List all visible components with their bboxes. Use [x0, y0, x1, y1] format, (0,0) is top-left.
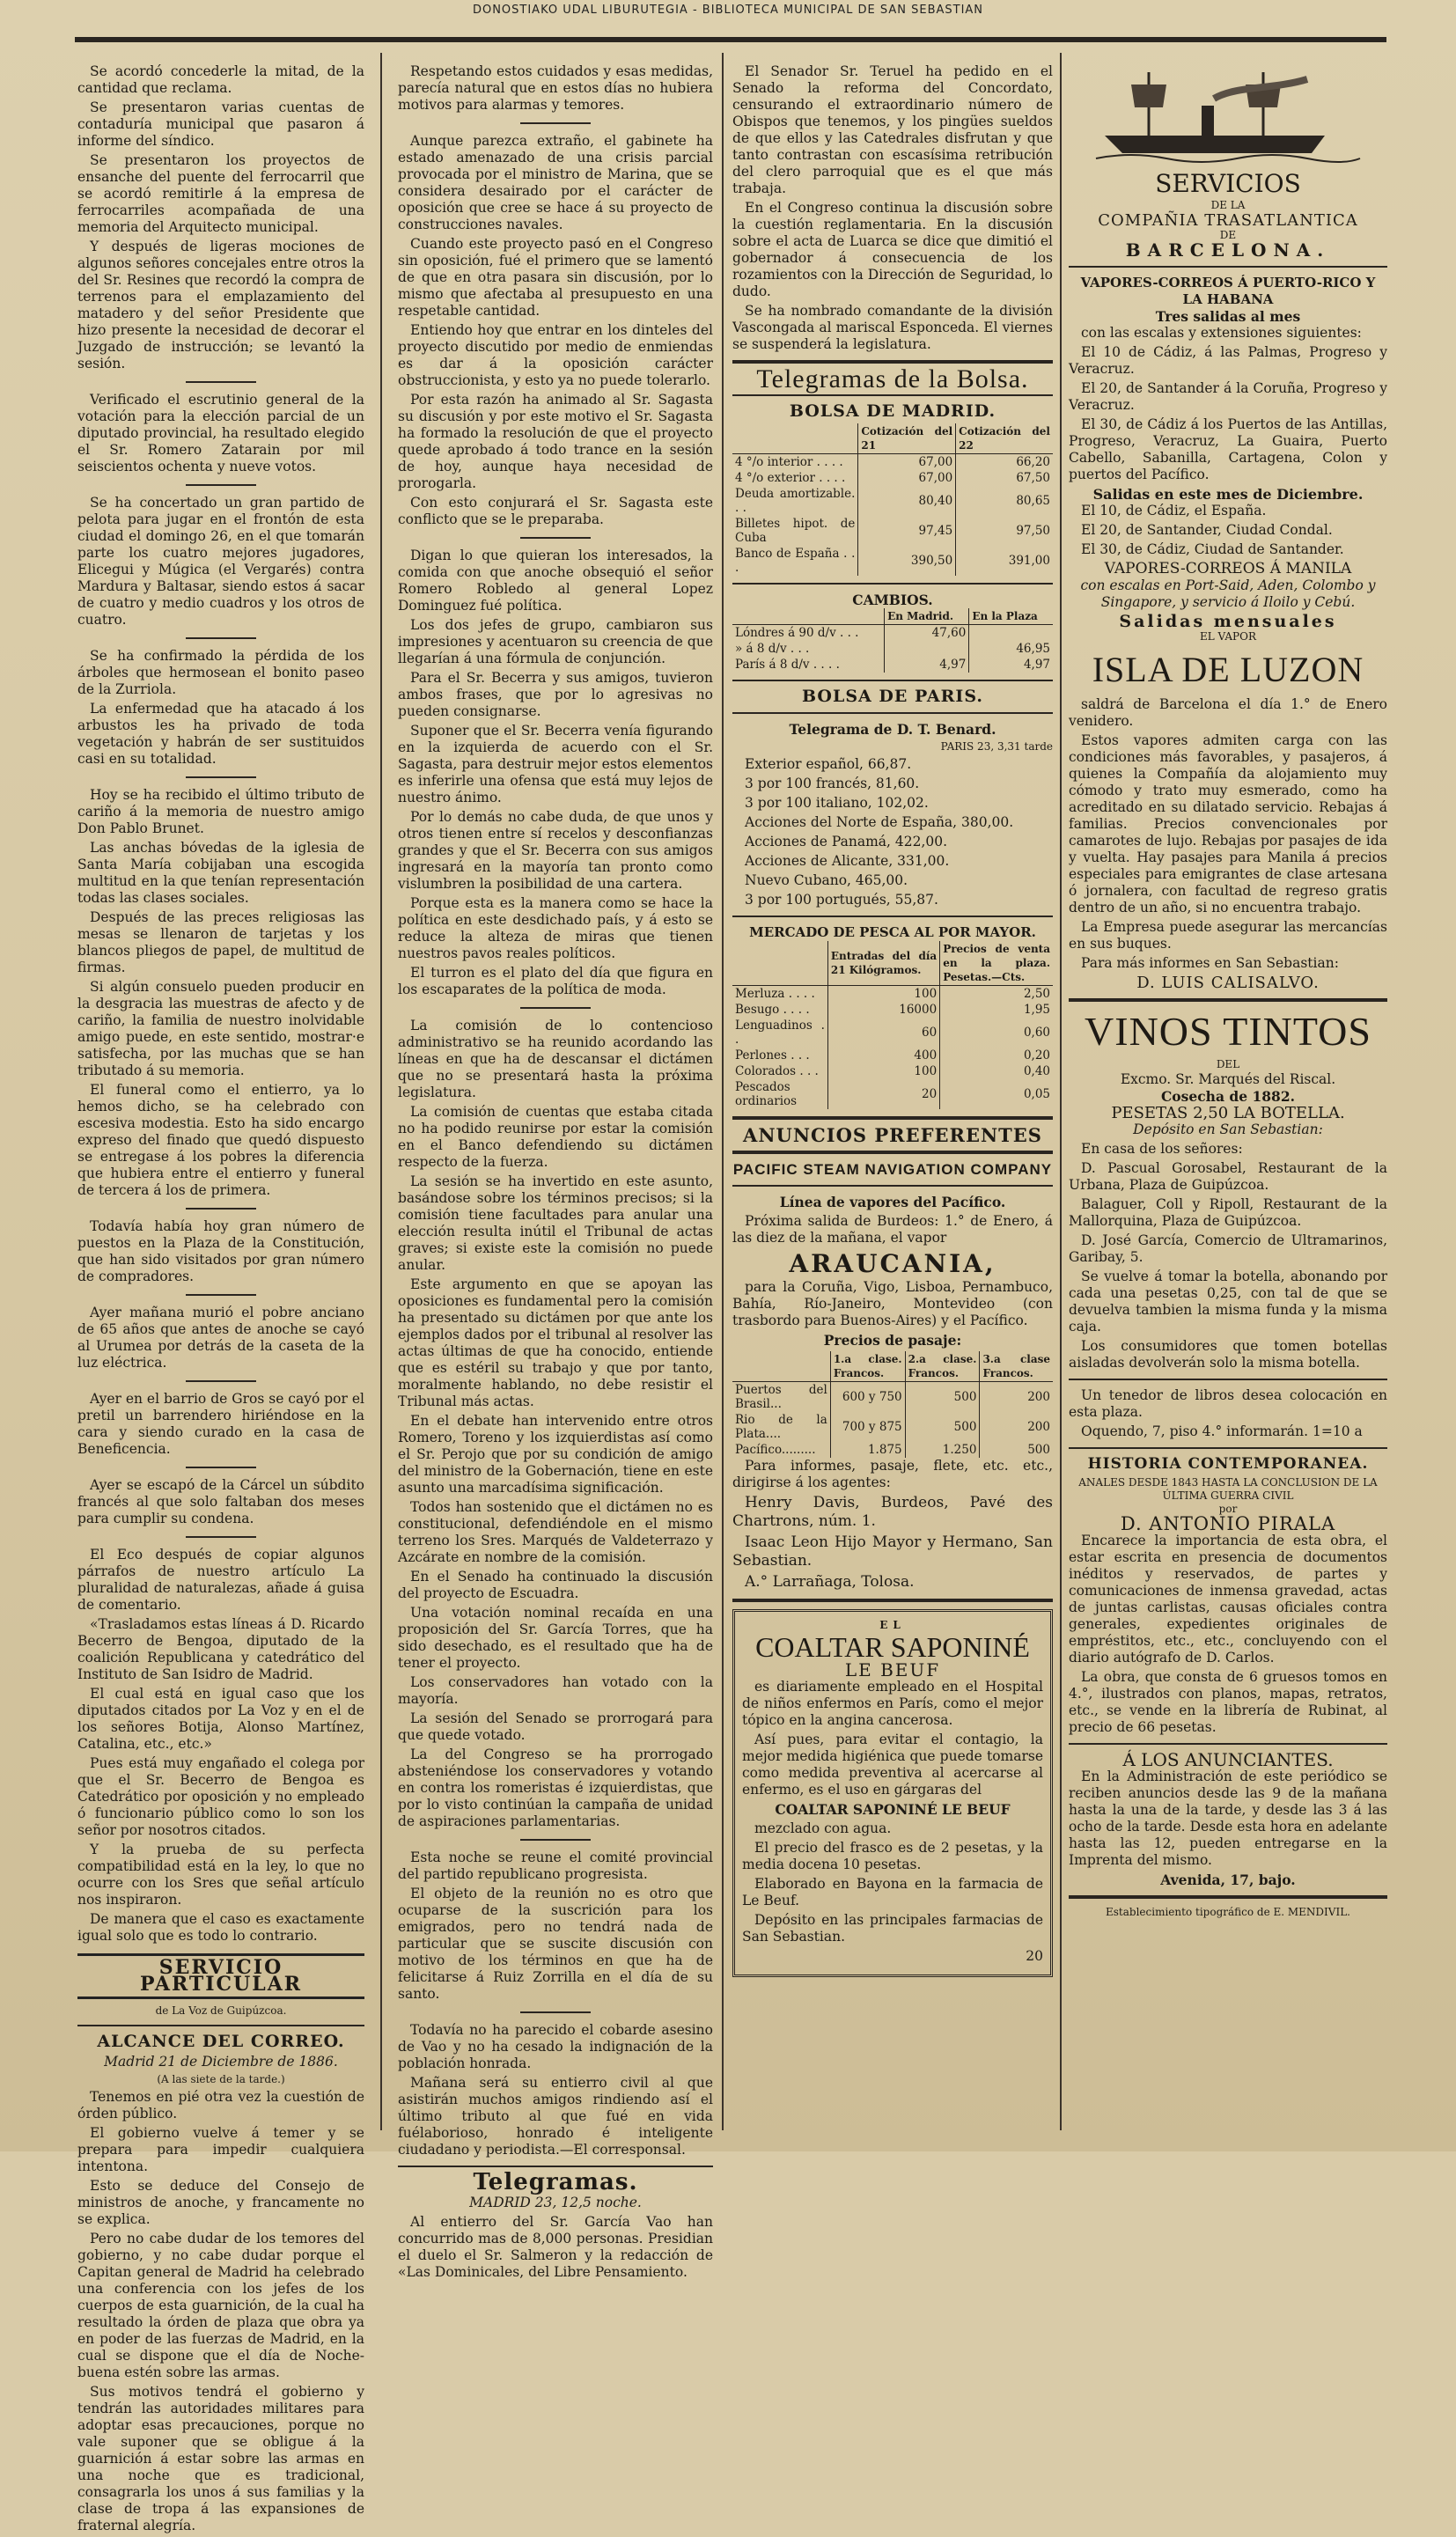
column-rule: [722, 53, 724, 2130]
table-row: [732, 1002, 1053, 1018]
rule: [732, 916, 1053, 917]
paragraph: Un tenedor de libros desea colocación en esta plaza.: [1069, 1387, 1387, 1420]
paragraph: Para más informes en San Sebastian:: [1081, 955, 1339, 971]
ad-subtitle: DEL: [1216, 1058, 1240, 1070]
table-header-cell: 1.a clase. Francos.: [830, 1351, 905, 1382]
paragraph: Próxima salida de Burdeos: 1.° de Enero, á las diez de la mañana, el vapor: [732, 1213, 1053, 1246]
list-item: El 30, de Cádiz, Ciudad de Santander.: [1081, 541, 1344, 557]
paragraph: Verificado el escrutinio general de la votación para la elección parcial de un diputado provincial, ha resultado elegido el Sr. Romero Zatarain por mil seiscientos ochenta y nueve votos.: [77, 392, 364, 474]
list-item: Exterior español, 66,87.: [745, 756, 912, 772]
paragraph: para la Coruña, Vigo, Lisboa, Pernambuco, Bahía, Río-Janeiro, Montevideo (con trasbordo para Buenos-Aires) y el Pacífico.: [732, 1279, 1053, 1328]
dateline: MADRID 23, 12,5 noche.: [469, 2195, 642, 2210]
table-header-cell: Entradas del día 21 Kilógramos.: [827, 941, 939, 986]
table-header-cell: Precios de venta en la plaza. Pesetas.—Cts.: [940, 941, 1053, 986]
paragraph: En el Congreso continua la discusión sobre la cuestión reglamentaria. En la discusión sobre el acta de Luarca se dice que dimitió el gobernador á consecuencia de los rozamientos con la Dirección de Seguridad, lo dudo.: [732, 200, 1053, 299]
paragraph: El funeral como el entierro, ya lo hemos dicho, se ha celebrado con escesiva modestia. Esto ha sido encargo expreso del finado que quedó dispuesto se entregase á los pobres la diferencia que hubiera entre el entierro y funeral de tercera á los de primera.: [77, 1082, 364, 1198]
section-title: BOLSA DE PARIS.: [802, 687, 983, 706]
subtitle: Precios de pasaje:: [823, 1332, 962, 1349]
section-title: ALCANCE DEL CORREO.: [97, 2032, 345, 2051]
table-cell: 500: [905, 1412, 980, 1442]
paragraph: El cual está en igual caso que los diputados citados por La Voz y en el de los señores Botija, Alonso Martínez, Catalina, etc., etc.»: [77, 1686, 364, 1752]
table-header: [732, 941, 1053, 986]
table-header-cell: 2.a clase. Francos.: [905, 1351, 980, 1382]
paragraph: Tenemos en pié otra vez la cuestión de órden público.: [77, 2089, 364, 2122]
section-title: VAPORES-CORREOS Á MANILA: [1104, 560, 1352, 577]
rule: [732, 1599, 1053, 1602]
table-cell: 4,97: [885, 657, 969, 673]
table-header-cell: En la Plaza: [969, 608, 1053, 625]
contact-name: D. LUIS CALISALVO.: [1136, 974, 1320, 992]
table-cell: 200: [980, 1382, 1053, 1413]
list-item: 3 por 100 francés, 81,60.: [745, 776, 920, 791]
ship-sail-icon: [1131, 85, 1166, 107]
table-cell: » á 8 d/v . . .: [735, 642, 810, 656]
paragraph: El gobierno vuelve á temer y se prepara para impedir cualquiera intentona.: [77, 2125, 364, 2174]
dateline: Madrid 21 de Diciembre de 1886.: [104, 2054, 338, 2070]
library-header: DONOSTIAKO UDAL LIBURUTEGIA - BIBLIOTECA MUNICIPAL DE SAN SEBASTIAN: [472, 4, 984, 17]
paragraph: Ayer mañana murió el pobre anciano de 65 años que antes de anoche se cayó al Urumea por detrás de la caseta de la luz eléctrica.: [77, 1305, 364, 1371]
table-cell: Lóndres á 90 d/v . . .: [735, 626, 859, 640]
section-title: BOLSA DE MADRID.: [789, 401, 996, 421]
separator: [520, 537, 591, 539]
rule: [1069, 1447, 1387, 1449]
table-cell: 16000: [827, 1002, 939, 1018]
section-title: CAMBIOS.: [852, 592, 933, 608]
section-title: Á LOS ANUNCIANTES.: [1122, 1749, 1334, 1770]
table-cell: 67,50: [956, 470, 1053, 486]
separator: [186, 1294, 256, 1296]
column-3: [732, 63, 1053, 1977]
table-row: [732, 1382, 1053, 1413]
table-header: [732, 423, 1053, 454]
paragraph: El 10 de Cádiz, á las Palmas, Progreso y Veracruz.: [1069, 344, 1387, 377]
agent: Isaac Leon Hijo Mayor y Hermano, San Sebastian.: [732, 1533, 1053, 1570]
paragraph: Los conservadores han votado con la mayoría.: [398, 1674, 713, 1707]
paragraph: Digan lo que quieran los interesados, la comida con que anoche obsequió el señor Romero Robledo al general Lopez Dominguez fué política.: [398, 548, 713, 614]
paragraph: Cuando este proyecto pasó en el Congreso sin oposición, fué el primero que se lamentó de que en otra pasara sin discusión, por lo mismo que afectaba al presupuesto en una respetable cantidad.: [398, 236, 713, 319]
waves-icon: [1096, 155, 1360, 162]
table-cell: 0,40: [940, 1063, 1053, 1079]
table-cell: 0,05: [940, 1079, 1053, 1109]
top-rule: [75, 37, 1386, 42]
table-cell: 2,50: [940, 986, 1053, 1003]
paragraph: Con esto conjurará el Sr. Sagasta este conflicto que se le preparaba.: [398, 495, 713, 527]
rule: [732, 1116, 1053, 1120]
separator: [186, 1380, 256, 1382]
column-2: [398, 63, 713, 2283]
paragraph: Se acordó concederle la mitad, de la cantidad que reclama.: [77, 63, 364, 96]
table-cell: 4 °/o interior . . . .: [735, 455, 843, 469]
ad-title: VINOS TINTOS: [1085, 1009, 1371, 1054]
agent: Henry Davis, Burdeos, Pavé des Chartrons, núm. 1.: [732, 1494, 1053, 1530]
banner-subtitle: de La Voz de Guipúzcoa.: [155, 2004, 287, 2017]
table-cell: Besugo . . . .: [735, 1003, 810, 1017]
paragraph: Por esta razón ha animado al Sr. Sagasta su discusión y por este motivo el Sr. Sagasta ha formado la resolución de que el proyecto quede aprobado á todo trance en la sesión de hoy, aunque haya necesidad de prorogarla.: [398, 392, 713, 491]
address: Oquendo, 7, piso 4.° informarán.: [1081, 1423, 1309, 1439]
subtitle: Depósito en San Sebastian:: [1133, 1121, 1323, 1137]
ad-label: EL: [879, 1619, 906, 1631]
paragraph: La sesión del Senado se prorrogará para que quede votado.: [398, 1710, 713, 1743]
separator: [186, 381, 256, 383]
list-item: Acciones de Panamá, 422,00.: [745, 834, 948, 849]
table-cell: 66,20: [956, 454, 1053, 471]
rule: [1069, 1379, 1387, 1380]
paragraph: mezclado con agua.: [754, 1820, 892, 1836]
paragraph: El 20, de Santander á la Coruña, Progreso y Veracruz.: [1069, 380, 1387, 413]
section-title: Telegramas.: [473, 2169, 638, 2195]
cambios-table: [732, 608, 1053, 673]
subtitle: Cosecha de 1882.: [1160, 1088, 1296, 1105]
table-cell: Perlones . . .: [735, 1048, 810, 1063]
rule: [398, 2166, 713, 2167]
paragraph: Ayer en el barrio de Gros se cayó por el pretil un barrendero hiriéndose en la cara y siendo curado en la casa de Beneficencia.: [77, 1391, 364, 1457]
column-4: [1069, 63, 1387, 1922]
separator: [186, 1536, 256, 1538]
bolsa-title: Telegramas de la Bolsa.: [756, 364, 1029, 393]
address: Avenida, 17, bajo.: [1160, 1871, 1296, 1888]
paragraph: Todavía había hoy gran número de puestos en la Plaza de la Constitución, que han sido visitados por gran número de compradores.: [77, 1218, 364, 1284]
table-row: [732, 1063, 1053, 1079]
ad-subtitle: Excmo. Sr. Marqués del Riscal.: [1120, 1071, 1336, 1087]
table-row: [732, 454, 1053, 471]
printer-credit: Establecimiento tipográfico de E. MENDIVIL.: [1106, 1906, 1350, 1918]
paragraph: Elaborado en Bayona en la farmacia de Le Beuf.: [742, 1876, 1043, 1908]
table-cell: Pacífico.........: [735, 1443, 816, 1457]
table-cell: 1.250: [905, 1442, 980, 1458]
paragraph: Ayer se escapó de la Cárcel un súbdito francés al que solo faltaban dos meses para cumplir su condena.: [77, 1477, 364, 1526]
paragraph: Para informes, pasaje, flete, etc. etc., dirigirse á los agentes:: [732, 1458, 1053, 1490]
table-cell: 60: [827, 1018, 939, 1048]
subtitle: EL VAPOR: [1199, 630, 1256, 643]
paragraph: Mañana será su entierro civil al que asistirán muchos amigos rindiendo así el último tributo al que fué en vida fuélaborioso, honrado é inteligente ciudadano y periodista.—El corresponsal.: [398, 2075, 713, 2158]
column-rule: [1060, 53, 1062, 2130]
paragraph: D. José García, Comercio de Ultramarinos, Garibay, 5.: [1069, 1232, 1387, 1265]
paragraph: Todos han sostenido que el dictámen no es constitucional, defendiéndole en el mismo terreno los Sres. Marqués de Valdeterrazo y Azcárate en nombre de la comisión.: [398, 1499, 713, 1565]
table-cell: 46,95: [969, 641, 1053, 657]
paragraph: En el Senado ha continuado la discusión del proyecto de Escuadra.: [398, 1569, 713, 1601]
rule: [732, 360, 1053, 364]
table-row: [732, 516, 1053, 546]
paragraph: Por lo demás no cabe duda, de que unos y otros tienen entre sí recelos y desconfianzas grandes y que el Sr. Becerra con sus amigos ingresará en la mayoría tan pronto como vislumbren la posibilidad de una cartera.: [398, 809, 713, 892]
company-name: PACIFIC STEAM NAVIGATION COMPANY: [732, 1161, 1053, 1178]
table-cell: 1.875: [830, 1442, 905, 1458]
company-name: COMPAÑIA TRASATLANTICA: [1098, 211, 1358, 230]
city-name: BARCELONA.: [1125, 239, 1331, 261]
paragraph: Depósito en las principales farmacias de San Sebastian.: [742, 1912, 1043, 1945]
table-cell: 0,60: [940, 1018, 1053, 1048]
paragraph: El Eco después de copiar algunos párrafos de nuestro artículo La pluralidad de naturalezas, añade á guisa de comentario.: [77, 1547, 364, 1613]
table-cell: 100: [827, 986, 939, 1003]
paragraph: Todavía no ha parecido el cobarde asesino de Vao y no ha cesado la indignación de la población honrada.: [398, 2022, 713, 2071]
paragraph: La del Congreso se ha prorrogado absteniéndose los conservadores y votando en contra los romeristas é izquierdistas, que por lo visto continúan la campaña de unidad de aspiraciones parlamentarias.: [398, 1746, 713, 1829]
section-title: Salidas mensuales: [1119, 612, 1337, 631]
paragraph: Esto se deduce del Consejo de ministros de anoche, y francamente no se explica.: [77, 2178, 364, 2227]
paragraph: El precio del frasco es de 2 pesetas, y la media docena 10 pesetas.: [742, 1840, 1043, 1872]
table-header-cell: Cotización del 21: [858, 423, 956, 454]
table-cell: 500: [980, 1442, 1053, 1458]
paragraph: Y la prueba de su perfecta compatibilidad está en la ley, lo que no ocurre con los Sres que señal artículo nos inspiraron.: [77, 1842, 364, 1908]
paragraph: con las escalas y extensiones siguientes:: [1081, 325, 1362, 341]
ad-subtitle: DE LA: [1210, 199, 1246, 211]
paragraph: El turron es el plato del día que figura en los escaparates de la política de moda.: [398, 965, 713, 997]
table-cell: 600 y 750: [830, 1382, 905, 1413]
section-banner: SERVICIO PARTICULAR: [77, 1953, 364, 1999]
paragraph: Encarece la importancia de esta obra, el estar escrita en presencia de documentos inéditos y reservados, de partes y comunicaciones de inmensa gravedad, actas de juntas carlistas, causas oficiales contra generales, expedientes originales de empréstitos, etc., etc., concluyendo con el diario autógrafo de D. Carlos.: [1069, 1533, 1387, 1666]
paragraph: es diariamente empleado en el Hospital de niños enfermos en París, como el mejor tópico en la angina cancerosa.: [742, 1679, 1043, 1728]
table-header-cell: Cotización del 22: [956, 423, 1053, 454]
paragraph: Las anchas bóvedas de la iglesia de Santa María cobijaban una escogida multitud en la que tenían representación todas las clases sociales.: [77, 840, 364, 906]
list-item: 3 por 100 italiano, 102,02.: [745, 795, 929, 811]
separator: [186, 776, 256, 778]
paragraph: con escalas en Port-Said, Aden, Colombo y Singapore, y servicio á Iloilo y Cebú.: [1080, 577, 1376, 610]
ad-title: COALTAR SAPONINÉ: [755, 1631, 1030, 1663]
table-header: [732, 1351, 1053, 1382]
table-cell: 80,65: [956, 486, 1053, 516]
paragraph: Los dos jefes de grupo, cambiaron sus impresiones y acentuaron su creencia de que llegarían á una fórmula de conjunción.: [398, 617, 713, 666]
table-cell: Puertos del Brasil...: [735, 1383, 827, 1411]
table-row: [732, 625, 1053, 642]
paragraph: Sus motivos tendrá el gobierno y tendrán las autoridades militares para adoptar esas precauciones, porque no vale suponer que se obligue á la guarnición á estar sobre las armas en una noche que es tradicional, consagrarla los unos á sus familias y la clase de tropa á las expansiones de fraternal alegría.: [77, 2384, 364, 2533]
paragraph: Hoy se ha recibido el último tributo de cariño á la memoria de nuestro amigo Don Pablo Brunet.: [77, 787, 364, 836]
paragraph: De manera que el caso es exactamente igual solo que es todo lo contrario.: [77, 1911, 364, 1944]
table-row: [732, 1442, 1053, 1458]
section-title: HISTORIA CONTEMPORANEA.: [1087, 1455, 1369, 1473]
table-row: [732, 1079, 1053, 1109]
table-cell: 400: [827, 1048, 939, 1063]
madrid-table: [732, 423, 1053, 576]
separator: [520, 2011, 591, 2013]
time-note: (A las siete de la tarde.): [157, 2073, 285, 2085]
author-name: D. ANTONIO PIRALA: [1120, 1513, 1336, 1534]
table-cell: 80,40: [858, 486, 956, 516]
table-cell: 100: [827, 1063, 939, 1079]
table-cell: Deuda amortizable. . .: [735, 487, 856, 515]
rule: [732, 583, 1053, 585]
table-cell: 20: [827, 1079, 939, 1109]
paragraph: El Senador Sr. Teruel ha pedido en el Senado la reforma del Concordato, censurando el extraordinario número de Obispos que tenemos, y los pingües sueldos de que ellos y las Catedrales disfrutan y que tanto contrastan con escasísima retribución del clero parroquial que es el que más trabaja.: [732, 63, 1053, 196]
list-item: El 20, de Santander, Ciudad Condal.: [1081, 522, 1333, 538]
section-title: VAPORES-CORREOS Á PUERTO-RICO Y LA HABANA: [1080, 275, 1376, 307]
paragraph: «Trasladamos estas líneas á D. Ricardo Becerro de Bengoa, diputado de la coalición Republicana y catedrático del Instituto de San Isidro de Madrid.: [77, 1616, 364, 1682]
rule: [1069, 266, 1387, 268]
separator: [186, 1208, 256, 1210]
subtitle: Línea de vapores del Pacífico.: [779, 1194, 1006, 1210]
separator: [186, 637, 256, 639]
column-1: [77, 63, 364, 2537]
table-cell: 1,95: [940, 1002, 1053, 1018]
paragraph: La Empresa puede asegurar las mercancías en sus buques.: [1069, 919, 1387, 952]
pesca-table: [732, 941, 1053, 1109]
table-header-cell: 3.a clase Francos.: [980, 1351, 1053, 1382]
paragraph: Después de las preces religiosas las mesas se llenaron de tarjetas y los blancos pliegos de papel, de multitud de firmas.: [77, 909, 364, 975]
paragraph: Balaguer, Coll y Ripoll, Restaurant de la Mallorquina, Plaza de Guipúzcoa.: [1069, 1196, 1387, 1229]
table-cell: París á 8 d/v . . . .: [735, 658, 840, 672]
list-item: Acciones de Alicante, 331,00.: [745, 853, 950, 869]
table-cell: [885, 641, 969, 657]
paragraph: Se presentaron los proyectos de ensanche del puente del ferrocarril que se acordó remitirle á la empresa de ferrocarriles acompañada de una memoria del Arquitecto municipal.: [77, 152, 364, 235]
rule: [732, 1185, 1053, 1187]
paragraph: Este argumento en que se apoyan las oposiciones es fundamental pero la comisión ha presentado su dictámen por que ante los ejemplos dados por el tribunal al resolver las actas últimas de que ha conocido, entiende que es estéril su trabajo y que por tanto, moralmente hablando, no debe resistir el Tribunal más actas.: [398, 1276, 713, 1409]
rule: [732, 1151, 1053, 1154]
ad-number: 1=10 a: [1313, 1423, 1363, 1439]
rule: [1069, 1895, 1387, 1899]
paragraph: Respetando estos cuidados y esas medidas, parecía natural que en estos días no hubiera motivos para alarmas y temores.: [398, 63, 713, 113]
table-row: [732, 1412, 1053, 1442]
rule: [732, 712, 1053, 714]
paragraph: En la Administración de este periódico se reciben anuncios desde las 9 de la mañana hasta la una de la tarde, y desde las 3 á las ocho de la tarde. Desde esta hora en adelante hasta las 12, pueden entregarse en la Imprenta del mismo.: [1069, 1769, 1387, 1868]
paragraph: Una votación nominal recaída en una proposición del Sr. García Torres, que ha sido desechado, es el resultado que ha de tener el proyecto.: [398, 1605, 713, 1671]
subtitle: Telegrama de D. T. Benard.: [789, 721, 996, 738]
paragraph: Estos vapores admiten carga con las condiciones más favorables, y pasajeros, á quienes la Compañía da alojamiento muy cómodo y trato muy esmerado, como ha acreditado en su dilatado servicio. Rebajas á familias. Precios convencionales por camarotes de lujo. Rebajas por pasajes de ida y vuelta. Hay pasajes para Manila á precios especiales para emigrantes de clase artesana ó jornalera, con facultad de regreso gratis dentro de un año, si no encuentra trabajo.: [1069, 732, 1387, 916]
paragraph: Suponer que el Sr. Becerra venía figurando en la izquierda de acuerdo con el Sr. Sagasta, para destruir mejor estos elementos es inferirle una ofensa que está muy lejos de nuestro ánimo.: [398, 723, 713, 805]
ad-subtitle: por: [1218, 1503, 1238, 1515]
table-row: [732, 1048, 1053, 1063]
table-cell: 67,00: [858, 470, 956, 486]
rule: [77, 2025, 364, 2026]
separator: [186, 1467, 256, 1468]
ship-hull-icon: [1105, 136, 1325, 153]
section-title: ANUNCIOS PREFERENTES: [743, 1124, 1042, 1146]
table-cell: 0,20: [940, 1048, 1053, 1063]
ship-name: ISLA DE LUZON: [1092, 650, 1364, 689]
paragraph: Esta noche se reune el comité provincial del partido republicano progresista.: [398, 1849, 713, 1882]
paragraph: La sesión se ha invertido en este asunto, basándose sobre los términos precisos; si la comisión tiene facultades para anular una elección resulta inútil el Tribunal de actas graves; si existe este la comisión no puede anular.: [398, 1173, 713, 1273]
list-item: Nuevo Cubano, 465,00.: [745, 872, 908, 888]
table-row: [732, 1018, 1053, 1048]
table-cell: 500: [905, 1382, 980, 1413]
table-cell: Banco de España . . .: [735, 547, 856, 575]
table-cell: 4 °/o exterior . . . .: [735, 471, 846, 485]
paragraph: Se ha nombrado comandante de la división Vascongada al mariscal Esponceda. El viernes se suspenderá la legislatura.: [732, 303, 1053, 352]
table-cell: 47,60: [885, 625, 969, 642]
paragraph: [1069, 1423, 1387, 1440]
table-header-cell: En Madrid.: [885, 608, 969, 625]
table-cell: Colorados . . .: [735, 1064, 819, 1078]
paragraph: Se ha concertado un gran partido de pelota para jugar en el frontón de esta ciudad el domingo 26, en el que tomarán parte los cuatro mejores jugadores, Elicegui y Múgica (el Vergarés) contra Mardura y Baltasar, siendo estos á sacar de cuatro y medio cuadros y los otros de cuatro.: [77, 495, 364, 628]
separator: [520, 1007, 591, 1009]
steamship-icon: [1096, 63, 1360, 169]
table-row: [732, 546, 1053, 576]
price: PESETAS 2,50 LA BOTELLA.: [1111, 1104, 1345, 1122]
table-cell: Rio de la Plata....: [735, 1413, 827, 1441]
paragraph: Para el Sr. Becerra y sus amigos, tuvieron ambos frases, que por lo agresivas no pueden consignarse.: [398, 670, 713, 719]
table-row: [732, 657, 1053, 673]
paragraph: En el debate han intervenido entre otros Romero, Toreno y los izquierdistas así como el Sr. Perojo que por su condición de amigo del ministro de la Gobernación, tiene en este asunto una marcadísima significación.: [398, 1413, 713, 1496]
ad-subtitle: ANALES DESDE 1843 HASTA LA CONCLUSION DE LA ÚLTIMA GUERRA CIVIL: [1078, 1476, 1378, 1502]
paragraph: Porque esta es la manera como se hace la política en este desdichado país, y á esto se reduce la alteza de miras que tienen nuestros pavos reales políticos.: [398, 895, 713, 961]
rule: [732, 394, 1053, 396]
paragraph: Pues está muy engañado el colega por que el Sr. Becerro de Bengoa es Catedrático por oposición y no empleado ó funcionario público como lo son los señor por nosotros citados.: [77, 1755, 364, 1838]
paragraph: Los consumidores que tomen botellas aisladas devolverán solo la misma botella.: [1069, 1338, 1387, 1371]
paragraph: Así pues, para evitar el contagio, la mejor medida higiénica que puede tomarse como medida preventiva al acercarse al enfermo, es el uso en gárgaras del: [742, 1732, 1043, 1798]
list-item: 3 por 100 portugués, 55,87.: [745, 892, 938, 908]
table-cell: Billetes hipot. de Cuba: [735, 517, 856, 545]
precios-table: [732, 1351, 1053, 1458]
table-cell: Pescados ordinarios: [735, 1080, 798, 1108]
rule: [732, 680, 1053, 681]
product-name: COALTAR SAPONINÉ LE BEUF: [775, 1801, 1011, 1818]
table-cell: Lenguadinos . .: [735, 1018, 825, 1047]
paragraph: En casa de los señores:: [1081, 1141, 1243, 1157]
paragraph: Se ha confirmado la pérdida de los árboles que hermosean el bonito paseo de la Zurriola.: [77, 648, 364, 697]
ad-subtitle: DE: [1219, 229, 1237, 241]
table-cell: 200: [980, 1412, 1053, 1442]
table-cell: 67,00: [858, 454, 956, 471]
section-title: MERCADO DE PESCA AL POR MAYOR.: [749, 924, 1036, 940]
list-item: Acciones del Norte de España, 380,00.: [745, 814, 1014, 830]
paragraph: Se vuelve á tomar la botella, abonando por cada una pesetas 0,25, con tal de que se devuelva tambien la misma funda y la misma caja.: [1069, 1268, 1387, 1335]
paragraph: La comisión de lo contencioso administrativo se ha reunido acordando las líneas en que ha de descansar el dictámen que no se presentará hasta la próxima legislatura.: [398, 1018, 713, 1100]
rule: [1069, 998, 1387, 1002]
subtitle: Tres salidas al mes: [1155, 308, 1301, 325]
ship-funnel-icon: [1202, 106, 1214, 136]
paragraph: D. Pascual Gorosabel, Restaurant de la Urbana, Plaza de Guipúzcoa.: [1069, 1160, 1387, 1193]
paragraph: Entiendo hoy que entrar en los dinteles del proyecto discutido por medio de enmiendas es dar á la oposición carácter obstruccionista, y esto ya no puede tolerarlo.: [398, 322, 713, 388]
rule: [1069, 1743, 1387, 1745]
paragraph: La obra, que consta de 6 gruesos tomos en 4.°, ilustrados con planos, mapas, retratos, etc., se vende en la librería de Rubinat, al precio de 66 pesetas.: [1069, 1669, 1387, 1735]
time-note: PARIS 23, 3,31 tarde: [940, 740, 1053, 753]
paragraph: saldrá de Barcelona el día 1.° de Enero venidero.: [1069, 696, 1387, 729]
table-header: [732, 608, 1053, 625]
table-cell: 4,97: [969, 657, 1053, 673]
paragraph: Pero no cabe dudar de los temores del gobierno, y no cabe dudar porque el Capitan general de Madrid ha celebrado una conferencia con los jefes de los cuerpos de esta guarnición, de la cual ha resultado la órden de plaza que obra ya en poder de las fuerzas de Madrid, en la cual se dispone que el día de Noche-buena estén sobre las armas.: [77, 2231, 364, 2380]
ship-name: ARAUCANIA,: [789, 1249, 996, 1278]
table-cell: 97,50: [956, 516, 1053, 546]
subtitle: Salidas en este mes de Diciembre.: [1092, 486, 1364, 503]
separator: [520, 122, 591, 124]
table-row: [732, 986, 1053, 1003]
paragraph: Se presentaron varias cuentas de contaduría municipal que pasaron á informe del síndico.: [77, 99, 364, 149]
coaltar-ad: [732, 1609, 1053, 1977]
ad-number: 20: [1026, 1948, 1043, 1964]
ad-title: SERVICIOS: [1155, 169, 1301, 198]
table-row: [732, 641, 1053, 657]
table-row: [732, 470, 1053, 486]
separator: [520, 1839, 591, 1841]
table-cell: Merluza . . . .: [735, 987, 815, 1001]
paragraph: Al entierro del Sr. García Vao han concurrido mas de 8,000 personas. Presidian el duelo el Sr. Salmeron y la redacción de «Las Dominicales, del Libre Pensamiento.: [398, 2214, 713, 2280]
table-cell: 97,45: [858, 516, 956, 546]
paragraph: El objeto de la reunión no es otro que ocuparse de la suscrición para los emigrados, pero no tendrá nada de particular que se suscite discusión con motivo de los términos en que ha de felicitarse á Ruiz Zorrilla en el día de su santo.: [398, 1886, 713, 2002]
paragraph: La comisión de cuentas que estaba citada no ha podido reunirse por estar la comisión en el Banco defendiendo su dictámen respecto de la fuerza.: [398, 1104, 713, 1170]
paragraph: Si algún consuelo pueden producir en la desgracia las muestras de afecto y de cariño, la familia de nuestro inolvidable amigo puede, en este sentido, mostrar·e satisfecha, por las muchas que se han tributado á su memoria.: [77, 979, 364, 1078]
paragraph: El 30, de Cádiz á los Puertos de las Antillas, Progreso, Veracruz, La Guaira, Puerto Cabello, Sabanilla, Cartagena, Colon y puertos del Pacífico.: [1069, 416, 1387, 482]
list-item: El 10, de Cádiz, el España.: [1081, 503, 1267, 518]
table-cell: 390,50: [858, 546, 956, 576]
table-row: [732, 486, 1053, 516]
table-cell: [969, 625, 1053, 642]
separator: [186, 484, 256, 486]
agent: A.° Larrañaga, Tolosa.: [745, 1573, 915, 1591]
paragraph: La enfermedad que ha atacado á los arbustos les ha privado de toda vegetación y habrán de ser sustituidos casi en su totalidad.: [77, 701, 364, 767]
table-cell: 391,00: [956, 546, 1053, 576]
paragraph: Aunque parezca extraño, el gabinete ha estado amenazado de una crisis parcial provocada por el ministro de Marina, que se considera desairado por el carácter de oposición que cree se hace á su proyecto de construcciones navales.: [398, 133, 713, 232]
paragraph: Y después de ligeras mociones de algunos señores concejales entre otros la del Sr. Resines que recordó la compra de terrenos para el emplazamiento del matadero y del señor Presidente que hizo presente la necesidad de decorar el Juzgado de instrucción; se levantó la sesión.: [77, 239, 364, 371]
table-cell: 700 y 875: [830, 1412, 905, 1442]
ad-subtitle: LE BEUF: [844, 1659, 941, 1680]
column-rule: [380, 53, 382, 2130]
